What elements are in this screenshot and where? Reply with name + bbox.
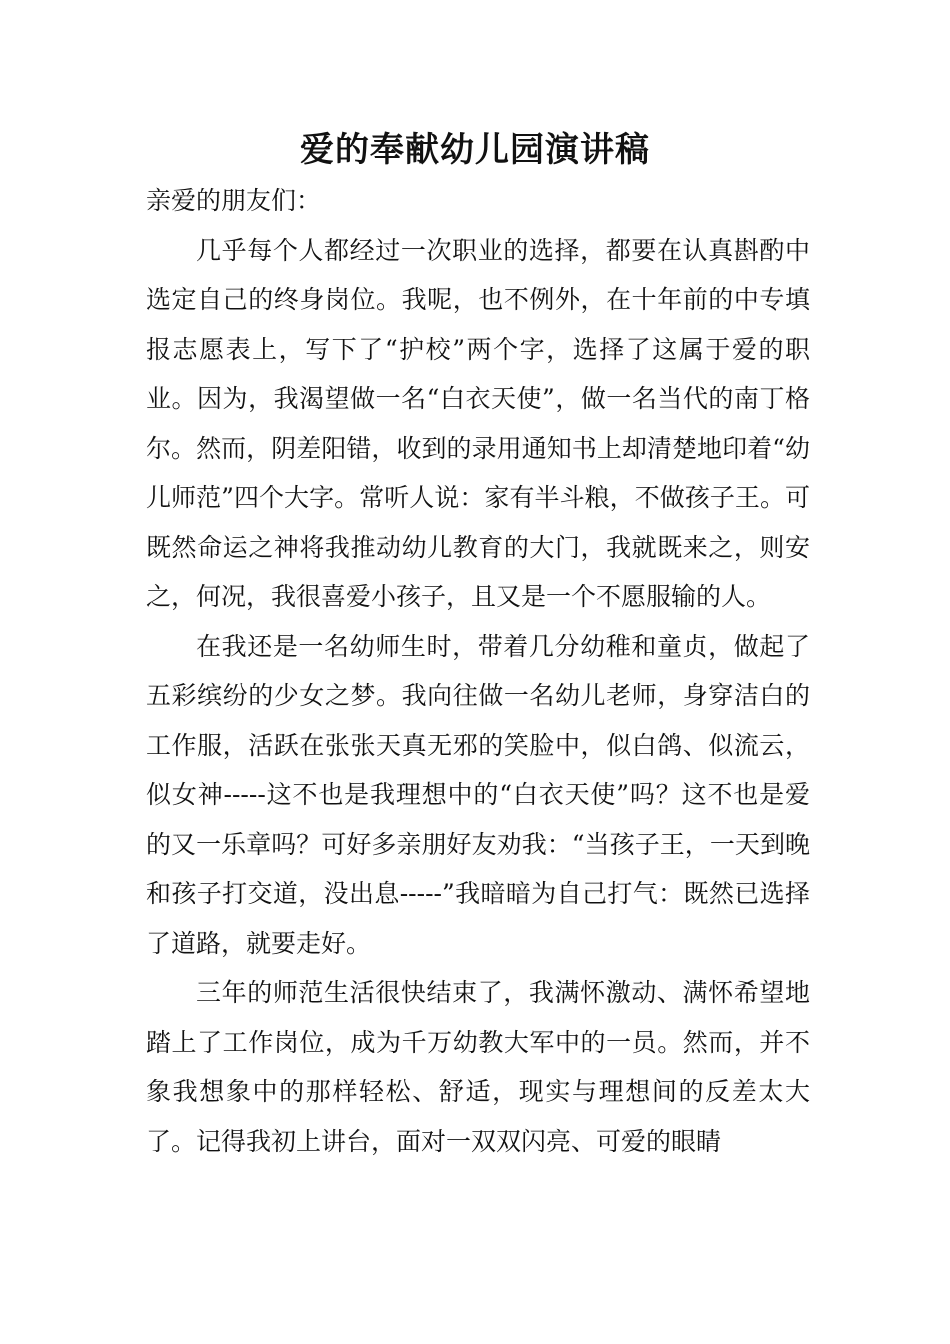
salutation: 亲爱的朋友们：: [146, 186, 322, 215]
document-body: [146, 176, 810, 1166]
paragraph-1: 几乎每个人都经过一次职业的选择，都要在认真斟酌中选定自己的终身岗位。我呢，也不例外，在十年前的中专填报志愿表上，写下了“护校”两个字，选择了这属于爱的职业。因为，我渴望做一名“白衣天使”，做一名当代的南丁格尔。然而，阴差阳错，收到的录用通知书上却清楚地印着“幼儿师范”四个大字。常听人说：家有半斗粮，不做孩子王。可既然命运之神将我推动幼儿教育的大门，我就既来之，则安之，何况，我很喜爱小孩子，且又是一个不愿服输的人。: [146, 235, 810, 611]
paragraph-3: 三年的师范生活很快结束了，我满怀激动、满怀希望地踏上了工作岗位，成为千万幼教大军中的一员。然而，并不象我想象中的那样轻松、舒适，现实与理想间的反差太大了。记得我初上讲台，面对一双双闪亮、可爱的眼睛: [146, 978, 810, 1156]
document-title: 爱的奉献幼儿园演讲稿: [300, 130, 650, 170]
paragraph-2: 在我还是一名幼师生时，带着几分幼稚和童贞，做起了五彩缤纷的少女之梦。我向往做一名幼儿老师，身穿洁白的工作服，活跃在张张天真无邪的笑脸中，似白鸽、似流云，似女神-----这不也是我理想中的“白衣天使”吗？这不也是爱的又一乐章吗？可好多亲朋好友劝我：“当孩子王，一天到晚和孩子打交道，没出息-----”我暗暗为自己打气：既然已选择了道路，就要走好。: [146, 631, 810, 958]
